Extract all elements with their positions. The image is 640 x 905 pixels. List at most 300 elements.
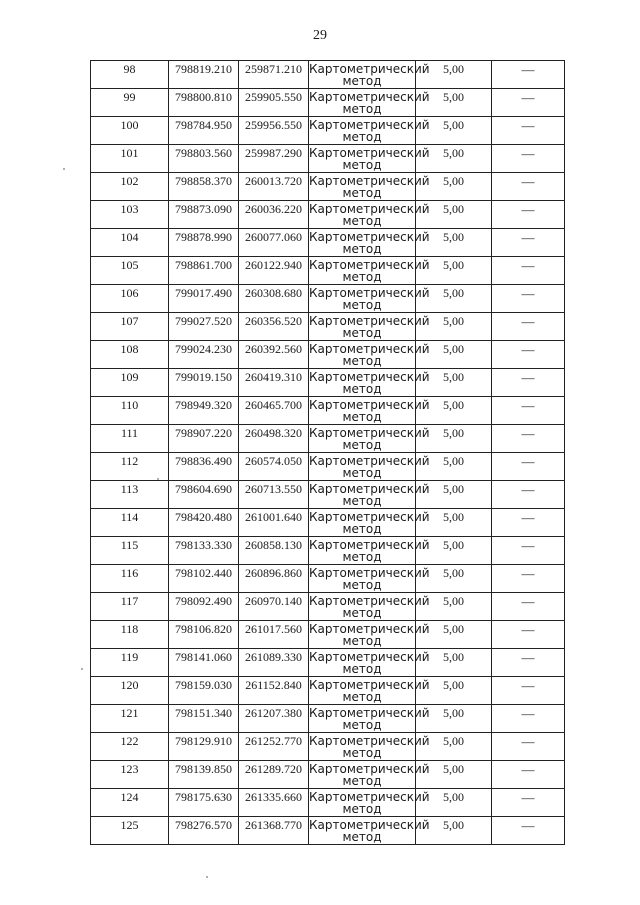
description-cell — [492, 733, 565, 761]
y-coordinate-cell-text: 261001.640 — [245, 510, 302, 524]
y-coordinate-cell-text: 261152.840 — [245, 678, 302, 692]
x-coordinate-cell-text: 798139.850 — [175, 762, 232, 776]
accuracy-cell-text: 5,00 — [443, 230, 464, 244]
y-coordinate-cell-text: 260013.720 — [245, 174, 302, 188]
y-coordinate-cell — [239, 733, 309, 761]
description-cell — [492, 537, 565, 565]
point-number-cell — [91, 257, 169, 285]
description-cell — [492, 649, 565, 677]
description-cell — [492, 341, 565, 369]
y-coordinate-cell — [239, 369, 309, 397]
description-cell — [492, 285, 565, 313]
accuracy-cell-text: 5,00 — [443, 398, 464, 412]
method-cell — [309, 229, 430, 257]
y-coordinate-cell-text: 261289.720 — [245, 762, 302, 776]
y-coordinate-cell — [239, 229, 309, 257]
accuracy-cell-text: 5,00 — [443, 62, 464, 76]
description-cell-text: — — [521, 370, 535, 385]
description-cell-text: — — [521, 62, 535, 77]
description-cell — [492, 89, 565, 117]
accuracy-cell-text: 5,00 — [443, 790, 464, 804]
x-coordinate-cell-text: 798800.810 — [175, 90, 232, 104]
y-coordinate-cell — [239, 425, 309, 453]
method-cell — [309, 341, 430, 369]
point-number-cell — [91, 341, 169, 369]
point-number-cell — [91, 201, 169, 229]
description-cell-text: — — [521, 538, 535, 553]
x-coordinate-cell-text: 798129.910 — [175, 734, 232, 748]
method-cell — [309, 565, 430, 593]
point-number-cell-text: 99 — [123, 90, 136, 104]
y-coordinate-cell — [239, 145, 309, 173]
description-cell — [492, 677, 565, 705]
description-cell-text: — — [521, 482, 535, 497]
y-coordinate-cell — [239, 61, 309, 89]
accuracy-cell-text: 5,00 — [443, 734, 464, 748]
y-coordinate-cell-text: 259956.550 — [245, 118, 302, 132]
description-cell — [492, 201, 565, 229]
y-coordinate-cell — [239, 453, 309, 481]
method-cell — [309, 453, 430, 481]
point-number-cell-text: 117 — [120, 594, 139, 608]
method-cell-text: Картометрический метод — [309, 762, 430, 788]
x-coordinate-cell-text: 798159.030 — [175, 678, 232, 692]
description-cell-text: — — [521, 566, 535, 581]
method-cell-text: Картометрический метод — [309, 118, 430, 144]
scan-speck — [63, 168, 65, 170]
point-number-cell — [91, 481, 169, 509]
y-coordinate-cell-text: 260970.140 — [245, 594, 302, 608]
x-coordinate-cell — [169, 229, 239, 257]
table-row — [91, 453, 565, 481]
point-number-cell — [91, 145, 169, 173]
point-number-cell-text: 111 — [120, 426, 139, 440]
x-coordinate-cell — [169, 369, 239, 397]
x-coordinate-cell-text: 798133.330 — [175, 538, 232, 552]
x-coordinate-cell-text: 799027.520 — [175, 314, 232, 328]
method-cell — [309, 733, 430, 761]
x-coordinate-cell-text: 798420.480 — [175, 510, 232, 524]
point-number-cell — [91, 313, 169, 341]
description-cell-text: — — [521, 790, 535, 805]
x-coordinate-cell-text: 798858.370 — [175, 174, 232, 188]
description-cell — [492, 397, 565, 425]
point-number-cell-text: 125 — [120, 818, 139, 832]
y-coordinate-cell — [239, 649, 309, 677]
method-cell — [309, 145, 430, 173]
table-row — [91, 705, 565, 733]
description-cell-text: — — [521, 818, 535, 833]
y-coordinate-cell — [239, 537, 309, 565]
description-cell — [492, 565, 565, 593]
y-coordinate-cell-text: 260356.520 — [245, 314, 302, 328]
accuracy-cell-text: 5,00 — [443, 286, 464, 300]
accuracy-cell-text: 5,00 — [443, 174, 464, 188]
y-coordinate-cell — [239, 285, 309, 313]
point-number-cell — [91, 89, 169, 117]
description-cell — [492, 117, 565, 145]
description-cell — [492, 593, 565, 621]
table-row — [91, 117, 565, 145]
x-coordinate-cell-text: 798861.700 — [175, 258, 232, 272]
x-coordinate-cell-text: 798873.090 — [175, 202, 232, 216]
point-number-cell — [91, 621, 169, 649]
method-cell — [309, 537, 430, 565]
method-cell — [309, 117, 430, 145]
method-cell-text: Картометрический метод — [309, 482, 430, 508]
accuracy-cell-text: 5,00 — [443, 538, 464, 552]
y-coordinate-cell-text: 259905.550 — [245, 90, 302, 104]
x-coordinate-cell-text: 799019.150 — [175, 370, 232, 384]
point-number-cell — [91, 117, 169, 145]
y-coordinate-cell-text: 261089.330 — [245, 650, 302, 664]
method-cell — [309, 509, 430, 537]
method-cell — [309, 173, 430, 201]
point-number-cell-text: 107 — [120, 314, 139, 328]
y-coordinate-cell-text: 260419.310 — [245, 370, 302, 384]
x-coordinate-cell — [169, 621, 239, 649]
point-number-cell — [91, 593, 169, 621]
x-coordinate-cell — [169, 761, 239, 789]
table-row — [91, 621, 565, 649]
y-coordinate-cell-text: 259987.290 — [245, 146, 302, 160]
x-coordinate-cell — [169, 117, 239, 145]
description-cell — [492, 145, 565, 173]
description-cell — [492, 761, 565, 789]
method-cell — [309, 313, 430, 341]
y-coordinate-cell — [239, 761, 309, 789]
y-coordinate-cell-text: 260392.560 — [245, 342, 302, 356]
method-cell-text: Картометрический метод — [309, 538, 430, 564]
description-cell — [492, 621, 565, 649]
point-number-cell — [91, 761, 169, 789]
x-coordinate-cell — [169, 509, 239, 537]
y-coordinate-cell — [239, 201, 309, 229]
method-cell-text: Картометрический метод — [309, 202, 430, 228]
method-cell-text: Картометрический метод — [309, 90, 430, 116]
description-cell-text: — — [521, 202, 535, 217]
x-coordinate-cell — [169, 201, 239, 229]
y-coordinate-cell-text: 260465.700 — [245, 398, 302, 412]
point-number-cell-text: 103 — [120, 202, 139, 216]
y-coordinate-cell-text: 261368.770 — [245, 818, 302, 832]
description-cell — [492, 425, 565, 453]
x-coordinate-cell — [169, 705, 239, 733]
y-coordinate-cell — [239, 621, 309, 649]
method-cell-text: Картометрический метод — [309, 678, 430, 704]
x-coordinate-cell — [169, 257, 239, 285]
y-coordinate-cell-text: 260574.050 — [245, 454, 302, 468]
method-cell — [309, 425, 430, 453]
method-cell — [309, 285, 430, 313]
table-row — [91, 89, 565, 117]
y-coordinate-cell-text: 260308.680 — [245, 286, 302, 300]
y-coordinate-cell — [239, 593, 309, 621]
y-coordinate-cell-text: 260858.130 — [245, 538, 302, 552]
y-coordinate-cell-text: 260713.550 — [245, 482, 302, 496]
method-cell-text: Картометрический метод — [309, 650, 430, 676]
accuracy-cell-text: 5,00 — [443, 594, 464, 608]
description-cell-text: — — [521, 314, 535, 329]
x-coordinate-cell-text: 798092.490 — [175, 594, 232, 608]
point-number-cell-text: 102 — [120, 174, 139, 188]
point-number-cell-text: 122 — [120, 734, 139, 748]
description-cell — [492, 61, 565, 89]
table-row — [91, 733, 565, 761]
y-coordinate-cell-text: 259871.210 — [245, 62, 302, 76]
description-cell — [492, 481, 565, 509]
x-coordinate-cell — [169, 89, 239, 117]
point-number-cell — [91, 453, 169, 481]
description-cell-text: — — [521, 146, 535, 161]
y-coordinate-cell — [239, 481, 309, 509]
y-coordinate-cell — [239, 509, 309, 537]
description-cell — [492, 257, 565, 285]
table-row — [91, 481, 565, 509]
page-number: 29 — [313, 28, 327, 43]
method-cell — [309, 621, 430, 649]
method-cell-text: Картометрический метод — [309, 594, 430, 620]
point-number-cell-text: 116 — [120, 566, 139, 580]
method-cell-text: Картометрический метод — [309, 454, 430, 480]
x-coordinate-cell-text: 798106.820 — [175, 622, 232, 636]
point-number-cell — [91, 425, 169, 453]
y-coordinate-cell-text: 261335.660 — [245, 790, 302, 804]
x-coordinate-cell — [169, 593, 239, 621]
x-coordinate-cell — [169, 537, 239, 565]
table-row — [91, 201, 565, 229]
table-row — [91, 397, 565, 425]
y-coordinate-cell — [239, 397, 309, 425]
x-coordinate-cell-text: 798836.490 — [175, 454, 232, 468]
table-row — [91, 229, 565, 257]
description-cell-text: — — [521, 174, 535, 189]
table-row — [91, 509, 565, 537]
method-cell — [309, 481, 430, 509]
method-cell — [309, 761, 430, 789]
y-coordinate-cell-text: 260122.940 — [245, 258, 302, 272]
method-cell-text: Картометрический метод — [309, 174, 430, 200]
accuracy-cell-text: 5,00 — [443, 566, 464, 580]
method-cell — [309, 593, 430, 621]
x-coordinate-cell-text: 798784.950 — [175, 118, 232, 132]
x-coordinate-cell — [169, 341, 239, 369]
accuracy-cell-text: 5,00 — [443, 342, 464, 356]
y-coordinate-cell — [239, 313, 309, 341]
method-cell-text: Картометрический метод — [309, 342, 430, 368]
y-coordinate-cell-text: 260498.320 — [245, 426, 302, 440]
description-cell-text: — — [521, 258, 535, 273]
table-row — [91, 341, 565, 369]
point-number-cell-text: 98 — [123, 62, 136, 76]
x-coordinate-cell-text: 798878.990 — [175, 230, 232, 244]
x-coordinate-cell — [169, 817, 239, 845]
accuracy-cell-text: 5,00 — [443, 454, 464, 468]
description-cell-text: — — [521, 622, 535, 637]
table-row — [91, 565, 565, 593]
y-coordinate-cell — [239, 173, 309, 201]
x-coordinate-cell-text: 798151.340 — [175, 706, 232, 720]
description-cell-text: — — [521, 678, 535, 693]
x-coordinate-cell — [169, 565, 239, 593]
accuracy-cell-text: 5,00 — [443, 426, 464, 440]
x-coordinate-cell — [169, 733, 239, 761]
x-coordinate-cell — [169, 453, 239, 481]
point-number-cell-text: 121 — [120, 706, 139, 720]
x-coordinate-cell — [169, 649, 239, 677]
x-coordinate-cell — [169, 425, 239, 453]
y-coordinate-cell — [239, 341, 309, 369]
x-coordinate-cell-text: 798175.630 — [175, 790, 232, 804]
x-coordinate-cell — [169, 173, 239, 201]
description-cell — [492, 789, 565, 817]
description-cell-text: — — [521, 594, 535, 609]
accuracy-cell-text: 5,00 — [443, 258, 464, 272]
y-coordinate-cell-text: 260896.860 — [245, 566, 302, 580]
point-number-cell — [91, 285, 169, 313]
table-row — [91, 537, 565, 565]
point-number-cell — [91, 565, 169, 593]
point-number-cell — [91, 173, 169, 201]
description-cell-text: — — [521, 706, 535, 721]
scan-speck — [157, 478, 159, 480]
description-cell-text: — — [521, 398, 535, 413]
table-row — [91, 677, 565, 705]
description-cell — [492, 313, 565, 341]
description-cell-text: — — [521, 454, 535, 469]
x-coordinate-cell — [169, 61, 239, 89]
description-cell-text: — — [521, 286, 535, 301]
description-cell-text: — — [521, 650, 535, 665]
y-coordinate-cell — [239, 817, 309, 845]
accuracy-cell-text: 5,00 — [443, 370, 464, 384]
table-row — [91, 761, 565, 789]
description-cell — [492, 453, 565, 481]
accuracy-cell-text: 5,00 — [443, 678, 464, 692]
method-cell — [309, 705, 430, 733]
point-number-cell-text: 104 — [120, 230, 139, 244]
method-cell-text: Картометрический метод — [309, 734, 430, 760]
description-cell-text: — — [521, 230, 535, 245]
method-cell-text: Картометрический метод — [309, 286, 430, 312]
method-cell — [309, 257, 430, 285]
point-number-cell — [91, 677, 169, 705]
description-cell — [492, 817, 565, 845]
x-coordinate-cell-text: 798907.220 — [175, 426, 232, 440]
description-cell — [492, 173, 565, 201]
x-coordinate-cell-text: 799017.490 — [175, 286, 232, 300]
point-number-cell — [91, 229, 169, 257]
method-cell-text: Картометрический метод — [309, 146, 430, 172]
accuracy-cell-text: 5,00 — [443, 622, 464, 636]
point-number-cell-text: 114 — [120, 510, 139, 524]
x-coordinate-cell-text: 798604.690 — [175, 482, 232, 496]
point-number-cell — [91, 733, 169, 761]
description-cell-text: — — [521, 762, 535, 777]
x-coordinate-cell — [169, 397, 239, 425]
y-coordinate-cell-text: 261017.560 — [245, 622, 302, 636]
table-row — [91, 257, 565, 285]
x-coordinate-cell-text: 799024.230 — [175, 342, 232, 356]
y-coordinate-cell-text: 260077.060 — [245, 230, 302, 244]
description-cell-text: — — [521, 426, 535, 441]
point-number-cell-text: 108 — [120, 342, 139, 356]
x-coordinate-cell — [169, 145, 239, 173]
method-cell-text: Картометрический метод — [309, 230, 430, 256]
description-cell — [492, 705, 565, 733]
point-number-cell-text: 119 — [120, 650, 139, 664]
accuracy-cell-text: 5,00 — [443, 314, 464, 328]
method-cell-text: Картометрический метод — [309, 370, 430, 396]
method-cell-text: Картометрический метод — [309, 790, 430, 816]
point-number-cell — [91, 789, 169, 817]
table-row — [91, 425, 565, 453]
method-cell — [309, 649, 430, 677]
x-coordinate-cell-text: 798276.570 — [175, 818, 232, 832]
method-cell — [309, 817, 430, 845]
y-coordinate-cell — [239, 565, 309, 593]
x-coordinate-cell-text: 798102.440 — [175, 566, 232, 580]
x-coordinate-cell-text: 798819.210 — [175, 62, 232, 76]
accuracy-cell-text: 5,00 — [443, 90, 464, 104]
accuracy-cell-text: 5,00 — [443, 146, 464, 160]
y-coordinate-cell — [239, 677, 309, 705]
table-row — [91, 789, 565, 817]
y-coordinate-cell-text: 261207.380 — [245, 706, 302, 720]
method-cell — [309, 61, 430, 89]
method-cell-text: Картометрический метод — [309, 314, 430, 340]
method-cell — [309, 677, 430, 705]
x-coordinate-cell — [169, 789, 239, 817]
x-coordinate-cell-text: 798803.560 — [175, 146, 232, 160]
method-cell-text: Картометрический метод — [309, 510, 430, 536]
point-number-cell — [91, 369, 169, 397]
accuracy-cell-text: 5,00 — [443, 650, 464, 664]
y-coordinate-cell — [239, 705, 309, 733]
point-number-cell — [91, 61, 169, 89]
point-number-cell-text: 112 — [120, 454, 139, 468]
x-coordinate-cell — [169, 313, 239, 341]
table-row — [91, 313, 565, 341]
description-cell — [492, 509, 565, 537]
method-cell-text: Картометрический метод — [309, 622, 430, 648]
accuracy-cell-text: 5,00 — [443, 510, 464, 524]
scan-speck — [206, 876, 208, 878]
method-cell — [309, 89, 430, 117]
point-number-cell-text: 123 — [120, 762, 139, 776]
accuracy-cell-text: 5,00 — [443, 762, 464, 776]
description-cell — [492, 369, 565, 397]
point-number-cell-text: 120 — [120, 678, 139, 692]
accuracy-cell-text: 5,00 — [443, 706, 464, 720]
point-number-cell — [91, 509, 169, 537]
point-number-cell-text: 113 — [120, 482, 139, 496]
description-cell-text: — — [521, 510, 535, 525]
x-coordinate-cell — [169, 677, 239, 705]
table-row — [91, 369, 565, 397]
point-number-cell — [91, 705, 169, 733]
accuracy-cell-text: 5,00 — [443, 818, 464, 832]
accuracy-cell-text: 5,00 — [443, 118, 464, 132]
coordinates-table-body — [91, 61, 565, 845]
point-number-cell-text: 106 — [120, 286, 139, 300]
method-cell — [309, 201, 430, 229]
y-coordinate-cell — [239, 117, 309, 145]
description-cell — [492, 229, 565, 257]
method-cell-text: Картометрический метод — [309, 62, 430, 88]
scan-speck — [81, 668, 83, 670]
description-cell-text: — — [521, 90, 535, 105]
